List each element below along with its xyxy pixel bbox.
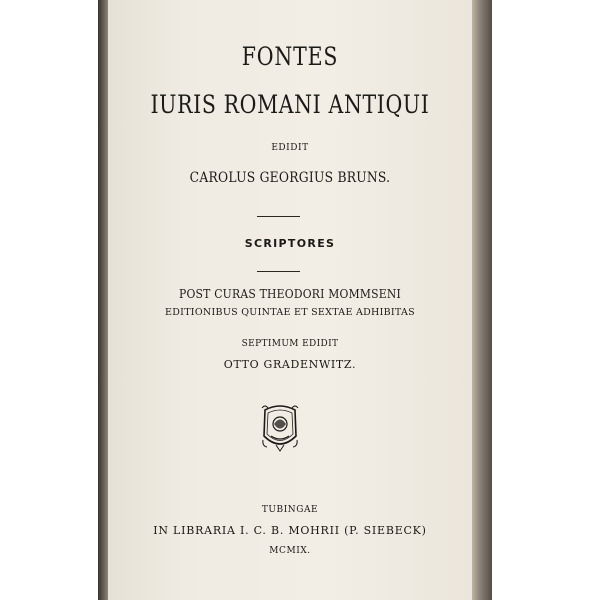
book-fore-edge [472, 0, 492, 600]
book-spine-edge [98, 0, 108, 600]
title-line-2: IURIS ROMANI ANTIQUI [150, 90, 430, 119]
author-name: CAROLUS GEORGIUS BRUNS. [189, 170, 391, 186]
title-page [108, 0, 472, 600]
publisher-device-icon [259, 400, 301, 454]
septimum-edidit-label: SEPTIMUM EDIDIT [241, 339, 339, 349]
divider-rule-bottom [257, 271, 300, 272]
section-title: SCRIPTORES [244, 237, 336, 250]
divider-rule-top [257, 216, 300, 217]
title-line-1: FONTES [241, 42, 339, 71]
place-of-publication: TUBINGAE [261, 505, 319, 515]
edidit-label: EDIDIT [271, 143, 309, 153]
editor-name: OTTO GRADENWITZ. [223, 358, 357, 371]
publisher-line: IN LIBRARIA I. C. B. MOHRII (P. SIEBECK) [153, 524, 427, 537]
post-curas-line: POST CURAS THEODORI MOMMSENI [178, 287, 402, 301]
editionibus-line: EDITIONIBUS QUINTAE ET SEXTAE ADHIBITAS [165, 307, 415, 318]
publication-year: MCMIX. [269, 546, 311, 556]
